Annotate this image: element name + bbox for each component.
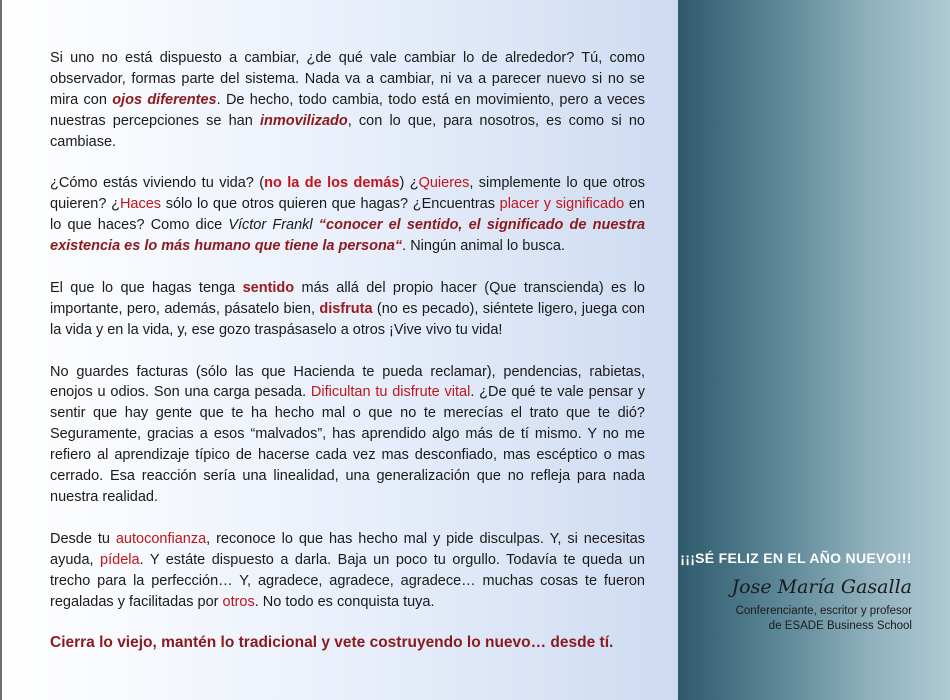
- paragraph-3: [50, 278, 645, 341]
- p3-highlight-1: sentido: [242, 279, 295, 296]
- p4-text: No guardes facturas (sólo las que Hacienda te pueda reclamar), pendencias, rabietas, enojos u odios. Son una carga pesada.: [50, 363, 645, 401]
- body-text: [50, 48, 645, 675]
- p2-text-6: . Ningún animal lo busca.: [402, 238, 565, 255]
- p5-text-2: , reconoce lo que has hecho mal y pide disculpas. Y, si necesitas ayuda,: [50, 530, 645, 568]
- p1-text-2: . De hecho, todo cambia, todo está en movimiento, pero a veces nuestras percepciones se han: [50, 91, 645, 129]
- signature-block: [680, 550, 912, 634]
- p2-text-3: , simplemente lo que otros quieren? ¿: [50, 175, 645, 213]
- p3-text-3: (no es pecado), siéntete ligero, juega con la vida y en la vida, y, ese gozo traspásaselo a otros ¡Vive vivo tu vida!: [50, 300, 645, 338]
- p3-text-2: más allá del propio hacer (Que transcienda) es lo importante, pero, además, pásatelo bien,: [50, 279, 645, 317]
- p2-text: ¿Cómo estás viviendo tu vida? (: [50, 175, 265, 192]
- p5-text: Desde tu: [50, 530, 116, 547]
- paragraph-4: [50, 362, 645, 508]
- p2-text-2: ) ¿: [399, 175, 419, 192]
- closing-line: Cierra lo viejo, mantén lo tradicional y vete costruyendo lo nuevo… desde tí.: [50, 634, 614, 652]
- p2-author: Víctor Frankl: [228, 217, 313, 234]
- p4-highlight-1: Dificultan tu disfrute vital: [310, 384, 471, 401]
- p2-text-4: sólo lo que otros quieren que hagas? ¿Encuentras: [161, 196, 500, 213]
- p5-highlight-3: otros: [222, 593, 255, 610]
- p1-text-3: , con lo que, para nosotros, es como si no cambiase.: [50, 112, 645, 150]
- p1-text: Si uno no está dispuesto a cambiar, ¿de qué vale cambiar lo de alrededor? Tú, como observador, formas parte del sistema. Nada va a cambiar, ni va a parecer nuevo si no se mira con: [50, 50, 645, 108]
- paragraph-1: [50, 48, 645, 153]
- p4-text-2: . ¿De qué te vale pensar y sentir que hay gente que te ha hecho mal o que no te merecías el trato que te dió? Seguramente, gracias a esos “malvados”, has aprendido algo más de tí mismo. Y no me refiero al aprendizaje típico de hacerse cada vez mas desconfiado, mas escéptico o mas cerrado. Esa reacción sería una linealidad, una generalización que no refleja para nada nuestra realidad.: [50, 384, 645, 505]
- paragraph-5: [50, 529, 645, 613]
- author-role-1: Conferenciante, escritor y profesor: [735, 605, 912, 617]
- new-year-greeting: ¡¡¡SÉ FELIZ EN EL AÑO NUEVO!!!: [680, 550, 912, 566]
- author-role-2: de ESADE Business School: [768, 620, 912, 632]
- p3-text: El que lo que hagas tenga: [50, 279, 243, 296]
- p2-text-5: en lo que haces? Como dice: [50, 196, 645, 234]
- p1-highlight-2: inmovilizado: [259, 112, 348, 129]
- p5-highlight-1: autoconfianza: [115, 530, 207, 547]
- p2-highlight-4: placer y significado: [499, 196, 625, 213]
- p5-highlight-2: pídela: [100, 551, 140, 568]
- author-signature: Jose María Gasalla: [731, 576, 912, 598]
- p1-highlight-1: ojos diferentes: [112, 91, 217, 108]
- p2-highlight-1: no la de los demás: [264, 175, 400, 192]
- p2-highlight-2: Quieres: [418, 175, 470, 192]
- p2-quote: “conocer el sentido, el significado de nuestra existencia es lo más humano que tiene la persona“: [50, 217, 646, 255]
- paragraph-2: [50, 173, 645, 257]
- p3-highlight-2: disfruta: [319, 300, 373, 317]
- p5-text-4: . No todo es conquista tuya.: [254, 593, 435, 610]
- p5-text-3: . Y estáte dispuesto a darla. Baja un poco tu orgullo. Todavía te queda un trecho para la perfección… Y, agradece, agradece, agradece… muchas cosas te fueron regaladas y facilitadas por: [50, 551, 645, 610]
- p2-highlight-3: Haces: [119, 196, 162, 213]
